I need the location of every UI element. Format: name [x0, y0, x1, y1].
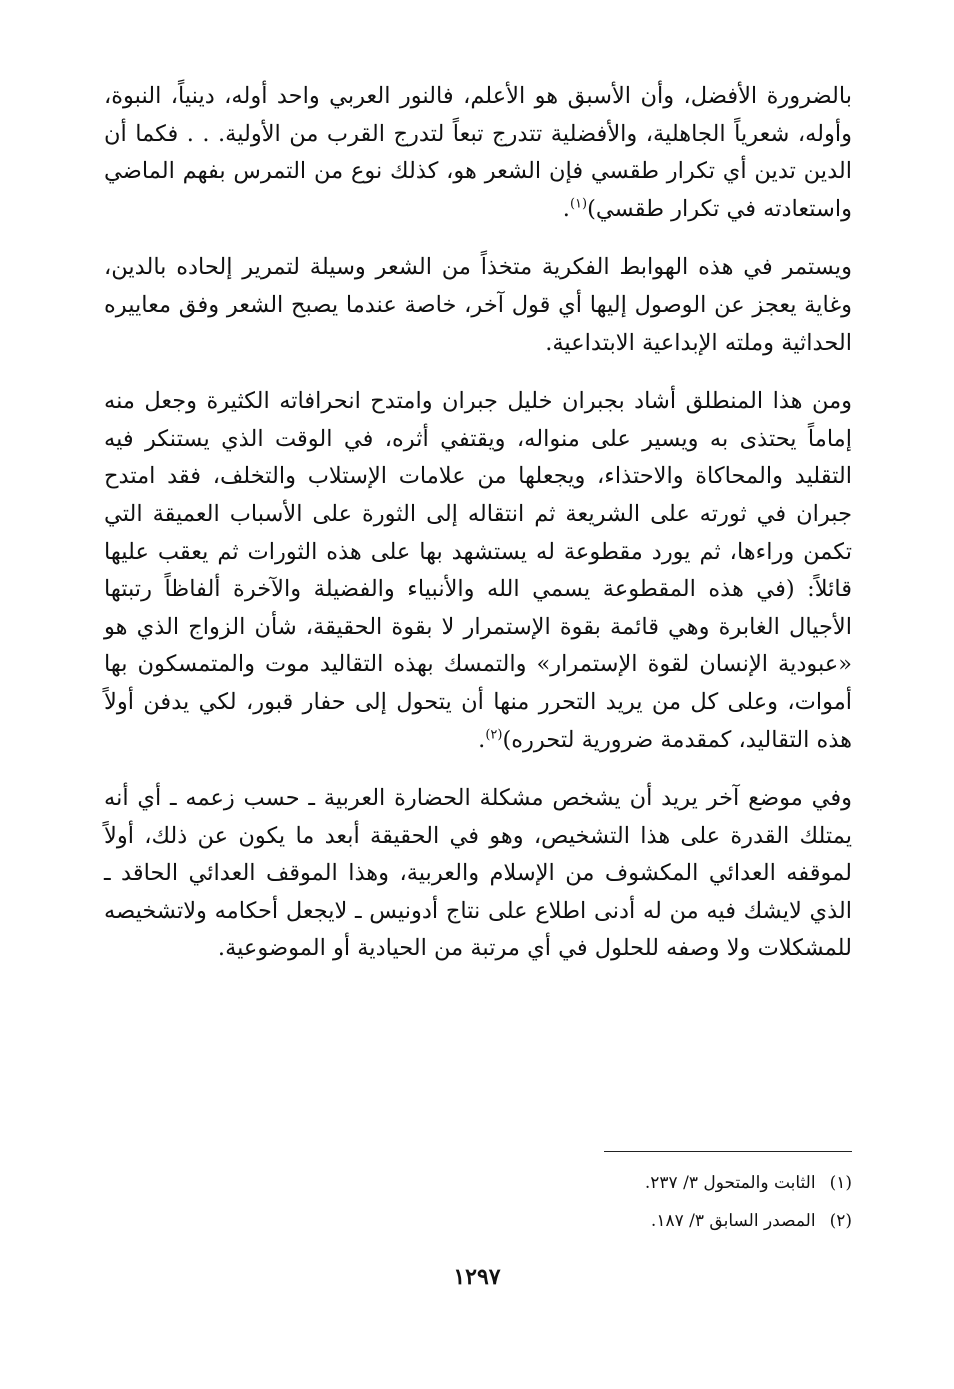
paragraph-2-text: ويستمر في هذه الهوابط الفكرية متخذاً من الشعر وسيلة لتمرير إلحاده بالدين، وغاية يعجز عن الوصول إليها أي قول آخر، خاصة عندما يصبح الشعر وفق معاييره الحداثية وملته الإبداعية الابتداعية. — [104, 254, 852, 356]
paragraph-4-text: وفي موضع آخر يريد أن يشخص مشكلة الحضارة العربية ـ حسب زعمه ـ أي أنه يمتلك القدرة على هذا التشخيص، وهو في الحقيقة أبعد ما يكون عن ذلك، أولاً لموقفه العدائي المكشوف من الإسلام والعربية، وهذا الموقف العدائي الحاقد ـ الذي لايشك فيه من له أدنى اطلاع على نتاج أدونيس ـ لايجعل أحكامه ولاتشخيصه للمشكلات ولا وصفه للحلول في أي مرتبة من الحيادية أو الموضوعية. — [104, 785, 852, 962]
page-number: ١٢٩٧ — [453, 1264, 501, 1290]
paragraph-3-text: ومن هذا المنطلق أشاد بجبران خليل جبران وامتدح انحرافاته الكثيرة وجعل منه إماماً يحتذى به ويسير على منواله، ويقتفي أثره، في الوقت الذي يستنكر فيه التقليد والمحاكاة والاحتذاء، ويجعلها من علامات الإستلاب والتخلف، فقد امتدح جبران في ثورته على الشريعة ثم انتقاله إلى الثورة على الأسباب العميقة التي تكمن وراءها، ثم يورد مقطوعة له يستشهد بها على هذه الثورات ثم يعقب عليها قائلاً: (في هذه المقطوعة يسمي الله والأنبياء والفضيلة والآخرة ألفاظاً رتبتها الأجيال الغابرة وهي قائمة بقوة الإستمرار لا بقوة الحقيقة، شأن الزواج الذي هو «عبودية الإنسان لقوة الإستمرار» والتمسك بهذه التقاليد موت والمتمسكون بها أموات، وعلى كل من يريد التحرر منها أن يتحول إلى حفار قبور، لكي يدفن أولاً هذه التقاليد، كمقدمة ضرورية لتحرره) — [104, 388, 852, 753]
footnote-1 — [404, 1164, 852, 1202]
footnote-ref-2: (٢) — [485, 727, 503, 742]
paragraph-1-text: بالضرورة الأفضل، وأن الأسبق هو الأعلم، فالنور العربي واحد أوله، دينياً، النبوة، وأوله، شعرياً الجاهلية، والأفضلية تتدرج تبعاً لتدرج القرب من الأولية. . . فكما أن الدين تدين أي تكرار طقسي فإن الشعر هو، كذلك نوع من التمرس بفهم الماضي واستعادته في تكرار طقسي) — [104, 83, 852, 222]
footnote-2 — [404, 1202, 852, 1240]
footnotes — [404, 1164, 852, 1240]
footnote-1-number: (١) — [829, 1173, 852, 1193]
paragraph-1 — [104, 78, 852, 228]
paragraph-3-tail: . — [478, 726, 486, 753]
paragraph-1-tail: . — [562, 195, 570, 222]
footnote-1-text: الثابت والمتحول ٣/ ٢٣٧. — [644, 1173, 816, 1193]
footnote-2-number: (٢) — [829, 1211, 852, 1231]
paragraph-2 — [104, 249, 852, 362]
paragraph-4 — [104, 780, 852, 968]
footnote-separator — [604, 1151, 852, 1152]
page-body — [104, 78, 852, 989]
footnote-2-text: المصدر السابق ٣/ ١٨٧. — [650, 1211, 816, 1231]
footnote-ref-1: (١) — [569, 196, 588, 212]
paragraph-3 — [104, 383, 852, 759]
